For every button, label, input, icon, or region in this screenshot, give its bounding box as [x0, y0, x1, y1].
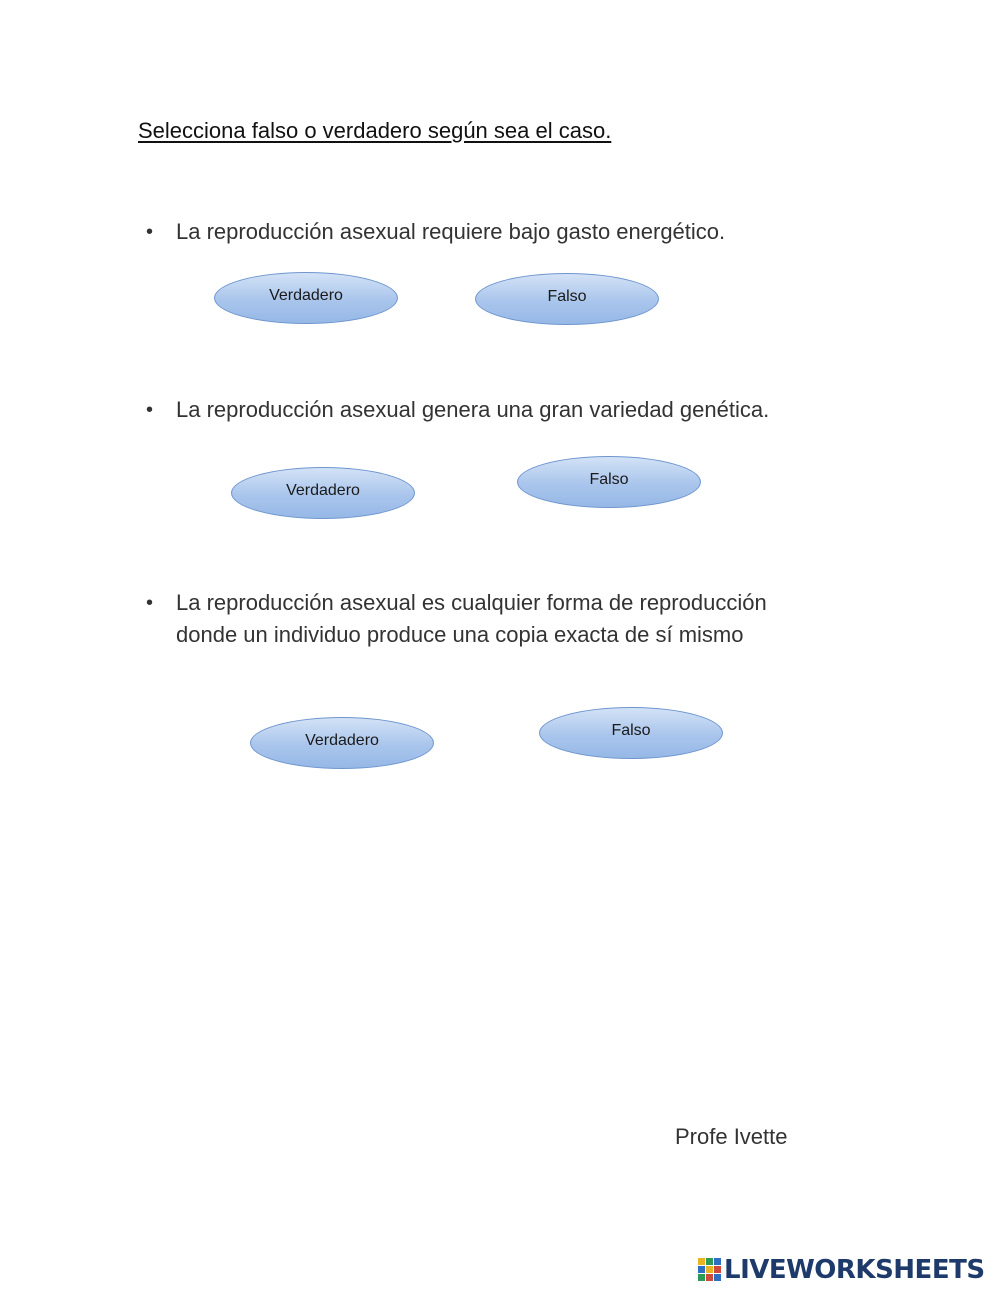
question-2: [146, 394, 826, 426]
falso-label: Falso: [589, 471, 629, 488]
question-text: La reproducción asexual requiere bajo gasto energético.: [176, 219, 726, 244]
bullet-icon: •: [146, 221, 154, 243]
falso-label: Falso: [547, 288, 587, 305]
question-text: La reproducción asexual genera una gran variedad genética.: [176, 397, 770, 422]
question-3: [146, 587, 826, 651]
author-signature: Profe Ivette: [675, 1124, 788, 1149]
verdadero-button-q3[interactable]: [250, 717, 434, 769]
question-text: La reproducción asexual es cualquier forma de reproducción donde un individuo produce una copia exacta de sí mismo: [176, 590, 767, 647]
verdadero-label: Verdadero: [269, 287, 343, 304]
liveworksheets-wordmark: LIVEWORKSHEETS: [724, 1255, 985, 1285]
falso-button-q3[interactable]: [539, 707, 723, 759]
verdadero-label: Verdadero: [305, 732, 379, 749]
verdadero-button-q2[interactable]: [231, 467, 415, 519]
verdadero-label: Verdadero: [286, 482, 360, 499]
verdadero-button-q1[interactable]: [214, 272, 398, 324]
liveworksheets-logo-icon: [698, 1258, 722, 1282]
falso-button-q2[interactable]: [517, 456, 701, 508]
bullet-icon: •: [146, 399, 154, 421]
instruction-heading: Selecciona falso o verdadero según sea el caso.: [138, 118, 612, 143]
bullet-icon: •: [146, 592, 154, 614]
falso-label: Falso: [611, 722, 651, 739]
falso-button-q1[interactable]: [475, 273, 659, 325]
liveworksheets-logo: [698, 1256, 985, 1284]
question-1: [146, 216, 826, 248]
